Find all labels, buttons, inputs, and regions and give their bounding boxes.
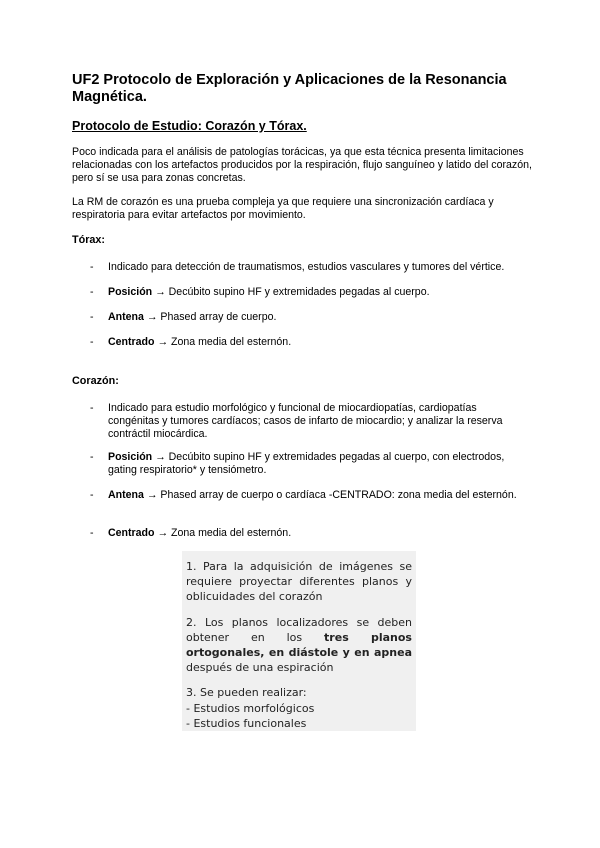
corazon-heading: Corazón: — [72, 375, 119, 387]
arrow-icon: → — [146, 311, 158, 323]
note-box — [182, 551, 416, 731]
arrow-icon: → — [155, 451, 166, 463]
item-text: Zona media del esternón. — [171, 336, 292, 348]
intro-paragraph-1: Poco indicada para el análisis de patologías torácicas, ya que esta técnica presenta limitaciones relacionadas con los artefactos producidos por la respiración, flujo sanguíneo y latido del corazón, pero sí se usa para zonas concretas. — [72, 146, 532, 185]
item-label: Antena — [108, 489, 144, 501]
bullet-dash: - — [90, 311, 94, 323]
note-point-3 — [186, 685, 412, 731]
arrow-icon: → — [157, 336, 169, 348]
bullet-dash: - — [90, 261, 94, 273]
arrow-icon: → — [146, 489, 158, 501]
bullet-dash: - — [90, 286, 94, 298]
item-text: Decúbito supino HF y extremidades pegadas al cuerpo, con electrodos, gating respiratorio* y tensiómetro. — [108, 451, 505, 477]
item-text: Zona media del esternón. — [171, 527, 292, 539]
item-label: Centrado — [108, 527, 155, 539]
item-text: Phased array de cuerpo. — [160, 311, 277, 323]
note-point-2-emphasis: tres planos ortogonales, en diástole y en apnea — [186, 630, 412, 660]
item-text: Indicado para estudio morfológico y funcional de miocardiopatías, cardiopatías congénitas y tumores cardíacos; casos de infarto de miocardio; y analizar la reserva contráctil miocárdica. — [108, 402, 503, 441]
item-text: Phased array de cuerpo o cardíaca -CENTRADO: zona media del esternón. — [160, 489, 517, 501]
item-label: Posición — [108, 286, 153, 298]
arrow-icon: → — [157, 527, 169, 539]
arrow-icon: → — [155, 286, 166, 298]
item-text: Indicado para detección de traumatismos, estudios vasculares y tumores del vértice. — [108, 261, 505, 273]
item-label: Antena — [108, 311, 144, 323]
list-item — [90, 286, 530, 299]
bullet-dash: - — [90, 402, 94, 414]
item-label: Posición — [108, 451, 153, 463]
intro-paragraph-2: La RM de corazón es una prueba compleja ya que requiere una sincronización cardíaca y respiratoria para evitar artefactos por movimiento. — [72, 196, 494, 222]
list-item — [90, 336, 530, 349]
list-item — [90, 527, 530, 540]
list-item — [90, 261, 530, 274]
item-label: Centrado — [108, 336, 155, 348]
bullet-dash: - — [90, 489, 94, 501]
note-point-3-item: - Estudios funcionales — [186, 716, 307, 730]
bullet-dash: - — [90, 336, 94, 348]
list-item — [90, 489, 530, 502]
note-point-2: 2. Los planos localizadores se deben obtener en los tres planos ortogonales, en diástole y en apnea después de una espiración — [186, 615, 412, 675]
document-title: UF2 Protocolo de Exploración y Aplicaciones de la Resonancia Magnética. — [72, 72, 507, 105]
torax-heading: Tórax: — [72, 234, 105, 246]
note-point-1: 1. Para la adquisición de imágenes se requiere proyectar diferentes planos y oblicuidades del corazón — [186, 560, 412, 604]
note-point-3-item: - Estudios morfológicos — [186, 701, 315, 715]
bullet-dash: - — [90, 527, 94, 539]
bullet-dash: - — [90, 451, 94, 463]
list-item — [90, 451, 530, 477]
section-title: Protocolo de Estudio: Corazón y Tórax. — [72, 119, 307, 133]
list-item — [90, 402, 530, 442]
note-point-3-heading: 3. Se pueden realizar: — [186, 686, 307, 700]
list-item — [90, 311, 530, 324]
item-text: Decúbito supino HF y extremidades pegadas al cuerpo. — [168, 286, 430, 298]
